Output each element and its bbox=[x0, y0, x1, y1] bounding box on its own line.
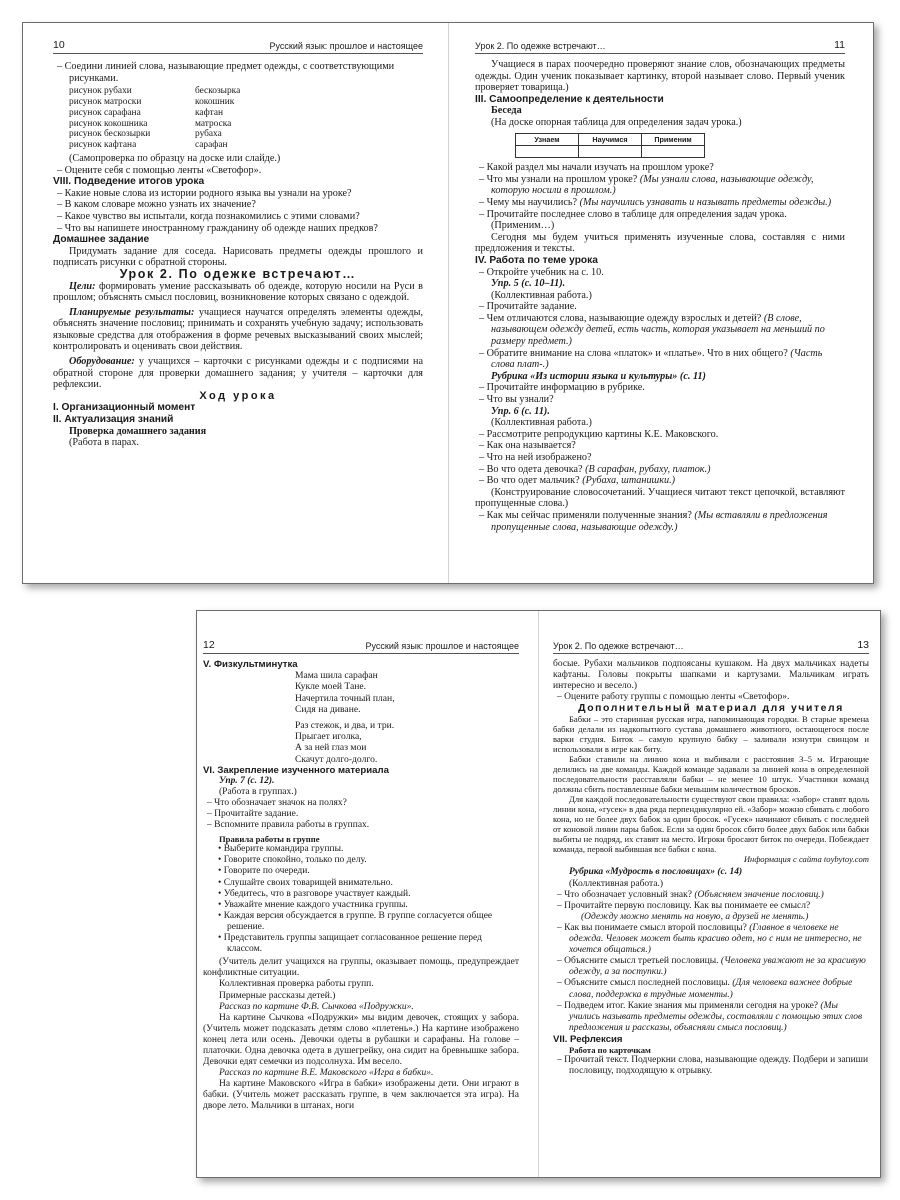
rubric-label: Рубрика «Из истории языка и культуры» (с. 11) bbox=[491, 370, 706, 382]
question bbox=[475, 464, 845, 476]
paragraph: (Работа в группах.) bbox=[219, 786, 297, 797]
subheading: Работа по карточкам bbox=[569, 1044, 651, 1055]
paragraph: (Конструирование словосочетаний. Учащиеся читают текст цепочкой, вставляют пропущенные слова.) bbox=[475, 486, 845, 510]
answer-text: (Рубаха, штанишки.) bbox=[582, 475, 676, 487]
book-spread-pages-10-11 bbox=[22, 22, 874, 584]
section-heading: VI. Закрепление изученного материала bbox=[203, 764, 389, 776]
question: – В каком словаре можно узнать их значение? bbox=[57, 199, 256, 211]
list-item-text: Говорите по очереди. bbox=[223, 866, 310, 877]
paragraph: босые. Рубахи мальчиков подпоясаны кушаком. На двух мальчиках надеты кафтаны. Головы покрыты шапками и картузами. Мальчикам играть интересно и весело.) bbox=[553, 659, 869, 692]
question-text: – Объясните смысл третьей пословицы. bbox=[557, 956, 721, 967]
exercise-label: Упр. 5 (с. 10–11). bbox=[491, 278, 566, 290]
paragraph: (Коллективная работа.) bbox=[569, 878, 664, 889]
question bbox=[475, 174, 845, 197]
answer-text: (Мы вставляли в предложения пропущенные слова, называющие одежду.) bbox=[491, 509, 828, 533]
lesson-title: Урок 2. По одежке встречают… bbox=[119, 266, 357, 281]
match-right: кокошник bbox=[195, 96, 235, 107]
subheading: Правила работы в группе bbox=[219, 834, 320, 845]
question-text: – Объясните смысл последней пословицы. bbox=[557, 978, 733, 989]
poem-line: Скачут долго-долго. bbox=[295, 753, 378, 765]
paragraph: Примерные рассказы детей.) bbox=[219, 990, 336, 1001]
question bbox=[553, 890, 869, 901]
paragraph bbox=[53, 281, 423, 304]
page-11 bbox=[475, 23, 845, 583]
page-body bbox=[53, 61, 423, 449]
page-header bbox=[53, 37, 423, 54]
section-heading: VIII. Подведение итогов урока bbox=[53, 176, 205, 188]
section-heading: III. Самоопределение к деятельности bbox=[475, 93, 664, 105]
page-header bbox=[475, 37, 845, 54]
answer-text: (Мы узнали слова, называющие одежду, которую носили в прошлом.) bbox=[491, 173, 814, 197]
table-cell bbox=[516, 146, 579, 158]
list-item: • Уважайте мнение каждого участника группы. bbox=[218, 899, 408, 910]
page-fold bbox=[448, 23, 449, 583]
paragraph: Бабки – это старинная русская игра, напоминающая городки. В старые времена бабки делали из надкопытного сустава домашнего животного, остающегося после варки студня. Биток – самую крупную бабку – заливали изнутри свинцом и использовали в игре как биту. bbox=[553, 714, 869, 755]
matching-list bbox=[53, 86, 423, 151]
question bbox=[475, 348, 845, 371]
source-note: Информация с сайта toybytoy.com bbox=[743, 854, 869, 865]
question bbox=[553, 1001, 869, 1034]
question bbox=[553, 978, 869, 1000]
question-text: – Как мы сейчас применяли полученные знания? bbox=[479, 509, 695, 521]
answer-text: (Мы научились узнавать и называть предметы одежды.) bbox=[579, 196, 832, 208]
match-left: рисунок сарафана bbox=[69, 107, 141, 118]
paragraph: (Коллективная работа.) bbox=[491, 289, 592, 301]
section-heading: Ход урока bbox=[199, 389, 277, 402]
list-item-text: Представитель группы защищает согласованное решение перед классом. bbox=[223, 933, 482, 955]
match-left: рисунок кафтана bbox=[69, 140, 137, 151]
list-item-text: Слушайте своих товарищей внимательно. bbox=[223, 877, 393, 888]
list-item: • Слушайте своих товарищей внимательно. bbox=[218, 877, 393, 888]
section-heading: IV. Работа по теме урока bbox=[475, 254, 598, 266]
text: у учащихся – карточки с рисунками одежды и с подписями на обратной стороне для проверки домашнего задания; у учителя – карточки для рефлексии. bbox=[53, 356, 423, 391]
page-body bbox=[475, 59, 845, 533]
page-body bbox=[203, 659, 519, 1113]
poem bbox=[203, 670, 519, 765]
match-left: рисунок рубахи bbox=[69, 86, 132, 97]
answer-open: (Применим bbox=[491, 220, 541, 232]
page-12 bbox=[203, 611, 519, 1177]
story-title: Рассказ по картине В.Е. Маковского «Игра в бабки». bbox=[219, 1068, 434, 1079]
page-header bbox=[553, 637, 869, 654]
question: – Оцените работу группы с помощью ленты «Светофор». bbox=[557, 692, 790, 703]
answer-text: (Часть слова плат-.) bbox=[491, 347, 823, 371]
question: – Оцените себя с помощью ленты «Светофор». bbox=[57, 164, 262, 176]
paragraph: Для каждой последовательности существуют свои правила: «забор» ставят вдоль линии кона, «гусек» в два ряда перпендикулярно ей. «Забор» можно сбивать с любого кона, но не более двух бабок за один бросок. «Гусек» начинают сбивать с последней от коновой линии пары бабок. Если за один бросок сбито более двух бабок или бабки выбиты не подряд, их ставят на место. Игроки бросают биток по очереди. Побеждает команда, первой выбившая все бабки с кона. bbox=[553, 794, 869, 855]
table-header-cell: Узнаем bbox=[516, 133, 579, 146]
paragraph bbox=[53, 307, 423, 353]
book-spread-pages-12-13 bbox=[196, 610, 881, 1178]
question: – Что вы узнали? bbox=[479, 394, 554, 406]
question: – Рассмотрите репродукцию картины К.Е. Маковского. bbox=[479, 428, 719, 440]
question: – Как она называется? bbox=[479, 440, 576, 452]
question-text: – Во что одет мальчик? bbox=[479, 475, 583, 487]
section-heading: Домашнее задание bbox=[53, 234, 150, 246]
match-right: матроска bbox=[195, 118, 232, 129]
poem-line: Раз стежок, и два, и три. bbox=[295, 719, 395, 731]
list-item-text: Выберите командира группы. bbox=[223, 844, 344, 855]
question-text: – Что обозначает условный знак? bbox=[557, 889, 695, 900]
table-row bbox=[516, 133, 705, 146]
question-text: – Прочитайте последнее слово в таблице для определения задач урока. bbox=[479, 208, 787, 220]
list-item-text: Каждая версия обсуждается в группе. В группе согласуется общее решение. bbox=[223, 910, 493, 932]
list-item: • Говорите по очереди. bbox=[218, 866, 310, 877]
task-text: – Соедини линией слова, называющие предмет одежды, с соответствующими рисунками. bbox=[57, 61, 395, 84]
list-item-text: Говорите спокойно, только по делу. bbox=[223, 855, 367, 866]
text: формировать умение рассказывать об одежде, которую носили на Руси в прошлом; объяснять смысл пословиц, возникновение которых связано с одеждой. bbox=[53, 280, 423, 304]
rubric-label: Рубрика «Мудрость в пословицах» (с. 14) bbox=[569, 867, 743, 878]
list-item: • Каждая версия обсуждается в группе. В группе согласуется общее решение. bbox=[218, 910, 493, 932]
question: – Что на ней изображено? bbox=[479, 452, 592, 463]
section-heading: V. Физкультминутка bbox=[203, 659, 298, 670]
poem-line: Сидя на диване. bbox=[295, 703, 361, 715]
list-item-text: Уважайте мнение каждого участника группы. bbox=[223, 899, 408, 910]
list-item: • Говорите спокойно, только по делу. bbox=[218, 855, 367, 866]
paragraph: Бабки ставили на линию кона и выбивали с расстояния 3–5 м. Играющие делились на две команды. Каждой команде задавали за линией кона в определенной последовательности расставляли бабки – не менее 10 штук. Участники команд должны сбить поставленные бабки меньшим количеством бросков. bbox=[553, 754, 869, 795]
answer-text: (Для человека важнее добрые слова, поддержка в трудные моменты.) bbox=[569, 978, 853, 1000]
paragraph: (Самопроверка по образцу на доске или слайде.) bbox=[69, 152, 281, 164]
question: – Какой раздел мы начали изучать на прошлом уроке? bbox=[479, 162, 714, 174]
page-10 bbox=[53, 23, 423, 583]
poem-line: Мама шила сарафан bbox=[295, 670, 378, 682]
question-text: – Чем отличаются слова, называющие одежду взрослых и детей? bbox=[479, 312, 764, 324]
subheading: Беседа bbox=[491, 105, 522, 117]
answer-text: (Одежду можно менять на новую, а друзей не менять.) bbox=[581, 911, 809, 922]
section-heading: II. Актуализация знаний bbox=[53, 414, 174, 426]
text: учащиеся научатся определять элементы одежды, объяснять значение пословиц; принимать и сохранять учебную задачу; использовать языковые средства для отображения в форме речевых высказываний своих мыслей; контролировать и оценивать свои действия. bbox=[53, 306, 423, 353]
running-head: Русский язык: прошлое и настоящее bbox=[269, 41, 423, 51]
poem-line: Прыгает иголка, bbox=[295, 731, 362, 743]
match-left: рисунок матроски bbox=[69, 96, 142, 107]
label: Планируемые результаты: bbox=[69, 306, 195, 318]
list-item: • Выберите командира группы. bbox=[218, 844, 344, 855]
question: – Какие новые слова из истории родного языка вы узнали на уроке? bbox=[57, 187, 352, 199]
question: – Вспомните правила работы в группах. bbox=[207, 820, 370, 831]
match-left: рисунок кокошника bbox=[69, 118, 148, 129]
table-header-cell: Научимся bbox=[579, 133, 642, 146]
question bbox=[475, 209, 845, 232]
poem-line: Кукле моей Тане. bbox=[295, 681, 367, 693]
subheading: Проверка домашнего задания bbox=[69, 425, 207, 437]
answer-text: (В сарафан, рубаху, платок.) bbox=[585, 463, 711, 475]
answer-text: (Человека уважают не за красивую одежду, а за поступки.) bbox=[569, 956, 866, 978]
paragraph bbox=[53, 356, 423, 391]
paragraph: (Учитель делит учащихся на группы, оказывает помощь, предупреждает конфликтные ситуации. bbox=[203, 957, 519, 979]
question: – Прочитай текст. Подчеркни слова, называющие одежду. Подбери и запиши пословицу, подходящую к отрывку. bbox=[557, 1054, 869, 1077]
exercise-label: Упр. 6 (с. 11). bbox=[491, 405, 550, 417]
question: – Прочитайте информацию в рубрике. bbox=[479, 382, 645, 394]
paragraph: (На доске опорная таблица для определения задач урока.) bbox=[491, 116, 742, 128]
section-heading: Дополнительный материал для учителя bbox=[578, 703, 844, 715]
question-text: – Чему мы научились? bbox=[479, 196, 580, 208]
table-header-cell: Применим bbox=[642, 133, 705, 146]
page-fold bbox=[538, 611, 539, 1177]
paragraph: (Коллективная работа.) bbox=[491, 417, 592, 429]
answer-text: (Мы учились называть предметы одежды, составляли с помощью этих слов предложения и рассказы, объясняли смысл пословиц.) bbox=[569, 1000, 863, 1033]
poem-line: Начертила точный план, bbox=[295, 692, 395, 704]
running-head: Урок 2. По одежке встречают… bbox=[553, 641, 684, 651]
question: – Прочитайте задание. bbox=[479, 301, 577, 313]
paragraph: Учащиеся в парах поочередно проверяют знание слов, обозначающих предметы одежды. Один ученик показывает картинку, второй называет слово. Первый ученик проверяет товарища.) bbox=[475, 59, 845, 94]
match-right: рубаха bbox=[195, 129, 222, 140]
question bbox=[553, 923, 869, 956]
question-text: – Обратите внимание на слова «платок» и «платье». Что в них общего? bbox=[479, 347, 791, 359]
match-left: рисунок бескозырки bbox=[69, 129, 151, 140]
question: – Что обозначает значок на полях? bbox=[207, 798, 347, 808]
question-text: – Во что одета девочка? bbox=[479, 463, 586, 475]
question: – Прочитайте первую пословицу. Как вы понимаете ее смысл? bbox=[557, 900, 811, 911]
question bbox=[475, 313, 845, 348]
answer-text: (Главное в человеке не одежда. Человек может быть красиво одет, но с ним не интересно, не хочется общаться.) bbox=[569, 922, 862, 956]
running-head: Урок 2. По одежке встречают… bbox=[475, 41, 606, 51]
page-number: 13 bbox=[857, 639, 869, 651]
page-header bbox=[203, 637, 519, 654]
paragraph: Сегодня мы будем учиться применять изученные слова, составляя с ними предложения и тексты. bbox=[475, 231, 845, 255]
story-title: Рассказ по картине Ф.В. Сычкова «Подружки». bbox=[219, 1001, 414, 1012]
poem-line: А за ней глаз мои bbox=[295, 742, 367, 754]
page-number: 11 bbox=[834, 39, 845, 51]
table-cell bbox=[642, 146, 705, 158]
paragraph: На картине Сычкова «Подружки» мы видим девочек, стоящих у забора. (Учитель может подсказать детям слово «плетень».) На картине изображено конец лета или осень. Девочки одеты в рубашки и сарафаны. На голове – платочки. Одна девочка одета в душегрейку, она сидит на бревнышке забора. Девочки едят семечки из подсолнуха. Им весело. bbox=[203, 1012, 519, 1068]
page-13 bbox=[553, 611, 869, 1177]
match-right: кафтан bbox=[195, 107, 224, 118]
list-item: • Убедитесь, что в разговоре участвует каждый. bbox=[218, 888, 411, 899]
section-heading: I. Организационный момент bbox=[53, 402, 196, 414]
question: – Откройте учебник на с. 10. bbox=[479, 266, 604, 278]
paragraph: Придумать задание для соседа. Нарисовать предметы одежды прошлого и подписать рисунки с обратной стороны. bbox=[53, 245, 423, 269]
paragraph: На картине Маковского «Игра в бабки» изображены дети. Они играют в бабки. (Учитель может рассказать группе, в чем заключается эта игра). На дворе лето. Мальчики в штанах, ноги bbox=[203, 1079, 519, 1112]
label: Оборудование: bbox=[69, 356, 135, 368]
page-number: 10 bbox=[53, 39, 65, 51]
section-heading: VII. Рефлексия bbox=[553, 1033, 623, 1045]
paragraph: (Работа в парах. bbox=[69, 437, 139, 449]
answer-text: (Объясняем значение пословиц.) bbox=[694, 889, 824, 900]
list-item: • Представитель группы защищает согласованное решение перед классом. bbox=[218, 933, 482, 955]
match-right: бескозырка bbox=[195, 86, 241, 97]
label: Цели: bbox=[69, 280, 96, 292]
list-item-text: Убедитесь, что в разговоре участвует каждый. bbox=[223, 888, 411, 899]
paragraph: Коллективная проверка работы групп. bbox=[219, 979, 374, 990]
running-head: Русский язык: прошлое и настоящее bbox=[365, 641, 519, 651]
table-cell bbox=[579, 146, 642, 158]
exercise-label: Упр. 7 (с. 12). bbox=[219, 775, 275, 786]
question bbox=[475, 197, 845, 209]
match-right: сарафан bbox=[195, 140, 228, 151]
page-body bbox=[553, 659, 869, 1077]
answer-close: …) bbox=[540, 220, 555, 232]
page-number: 12 bbox=[203, 639, 215, 651]
answer-text: (В слове, называющем одежду детей, есть часть, которая указывает на меньший по размеру предмет.) bbox=[491, 312, 825, 348]
question: – Какое чувство вы испытали, когда познакомились с этими словами? bbox=[57, 210, 360, 222]
table-row bbox=[516, 146, 705, 158]
question bbox=[475, 510, 845, 533]
goals-table bbox=[515, 133, 705, 159]
question: – Что вы напишете иностранному гражданину об одежде наших предков? bbox=[57, 222, 378, 234]
question-text: – Как вы понимаете смысл второй пословицы? bbox=[557, 922, 750, 933]
question-text: – Подведем итог. Какие знания мы применяли сегодня на уроке? bbox=[557, 1000, 821, 1011]
question bbox=[475, 475, 845, 487]
question bbox=[553, 956, 869, 978]
question: – Прочитайте задание. bbox=[207, 809, 299, 820]
question-text: – Что мы узнали на прошлом уроке? bbox=[479, 173, 640, 185]
